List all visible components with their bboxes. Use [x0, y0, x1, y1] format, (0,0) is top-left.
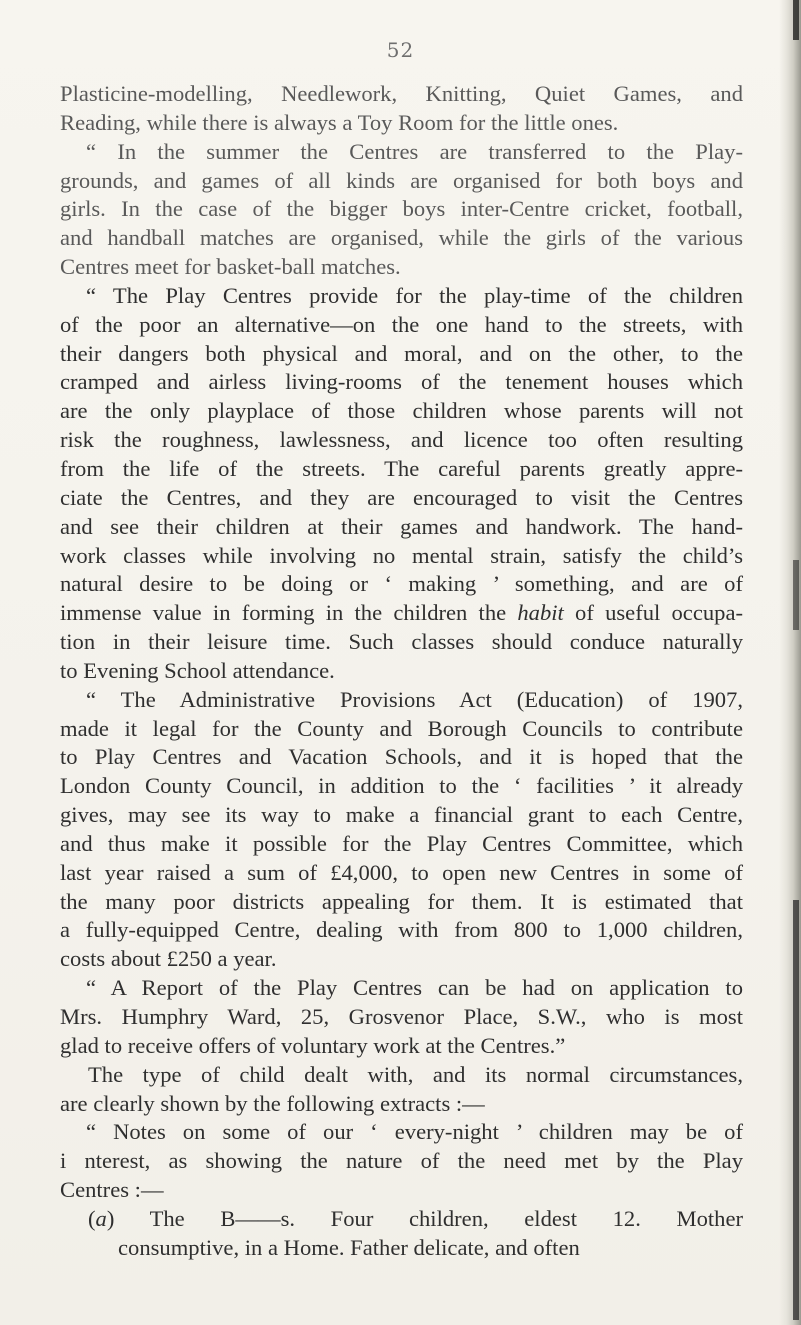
text-line: “ A Report of the Play Centres can be had on application to: [86, 975, 743, 1001]
text-line: Mrs. Humphry Ward, 25, Grosvenor Place, S.W., who is most: [60, 1004, 743, 1029]
text-line: to Play Centres and Vacation Schools, and it is hoped that the: [60, 744, 743, 770]
text-line: costs about £250 a year.: [60, 946, 277, 972]
text-line: gives, may see its way to make a financial grant to each Centre,: [60, 802, 743, 828]
page-number: 52: [386, 38, 415, 62]
text-line: The type of child dealt with, and its normal circumstances,: [88, 1061, 743, 1087]
text-line: Centres meet for basket-ball matches.: [60, 254, 401, 280]
text-line: of the poor an alternative—on the one hand to the streets, with: [60, 311, 743, 337]
text-line: “ The Administrative Provisions Act (Education) of 1907,: [86, 686, 743, 712]
text-line: i nterest, as showing the nature of the need met by the Play: [60, 1148, 743, 1174]
binding-shadow: [793, 0, 799, 40]
text-line: natural desire to be doing or ‘ making ’ something, and are of: [60, 571, 743, 597]
text-line: girls. In the case of the bigger boys inter-Centre cricket, football,: [60, 196, 743, 222]
text-line: ciate the Centres, and they are encouraged to visit the Centres: [60, 484, 743, 510]
text-line: grounds, and games of all kinds are organised for both boys and: [60, 167, 743, 193]
text-line: glad to receive offers of voluntary work at the Centres.”: [60, 1032, 566, 1058]
text-line: consumptive, in a Home. Father delicate, and often: [118, 1234, 580, 1260]
text-line: “ In the summer the Centres are transferred to the Play-: [86, 138, 743, 164]
text-line: last year raised a sum of £4,000, to open new Centres in some of: [60, 859, 743, 885]
text-line: from the life of the streets. The careful parents greatly appre-: [60, 455, 743, 481]
text-line: to Evening School attendance.: [60, 657, 335, 683]
text-line: the many poor districts appealing for them. It is estimated that: [60, 888, 743, 914]
text-line: cramped and airless living-rooms of the tenement houses which: [60, 369, 743, 395]
text-line: Plasticine-modelling, Needlework, Knitting, Quiet Games, and: [60, 81, 743, 106]
text-line: and thus make it possible for the Play Centres Committee, which: [60, 830, 743, 856]
text-line: London County Council, in addition to the ‘ facilities ’ it already: [60, 773, 743, 799]
text-line: made it legal for the County and Borough Councils to contribute: [60, 715, 743, 741]
text-line: tion in their leisure time. Such classes should conduce naturally: [60, 629, 743, 655]
text-line: risk the roughness, lawlessness, and licence too often resulting: [60, 427, 743, 453]
text-line: Centres :—: [60, 1177, 164, 1203]
binding-shadow: [793, 560, 799, 630]
text-line: work classes while involving no mental strain, satisfy the child’s: [60, 542, 743, 568]
text-line: “ Notes on some of our ‘ every-night ’ children may be of: [86, 1119, 743, 1145]
text-line: their dangers both physical and moral, and on the other, to the: [60, 340, 743, 366]
text-line: immense value in forming in the children the habit of useful occupa-: [60, 600, 744, 626]
text-line: (a) The B——s. Four children, eldest 12. Mother: [88, 1205, 743, 1231]
text-line: a fully-equipped Centre, dealing with from 800 to 1,000 children,: [60, 917, 743, 943]
text-line: “ The Play Centres provide for the play-time of the children: [86, 282, 743, 308]
text-line: and handball matches are organised, while the girls of the various: [60, 225, 743, 251]
text-line: are the only playplace of those children whose parents will not: [60, 398, 743, 424]
text-line: Reading, while there is always a Toy Room for the little ones.: [60, 109, 619, 135]
text-line: are clearly shown by the following extracts :—: [60, 1090, 485, 1116]
binding-shadow: [793, 900, 799, 1320]
body-text: [60, 80, 743, 1263]
text-line: and see their children at their games and handwork. The hand-: [60, 513, 743, 539]
